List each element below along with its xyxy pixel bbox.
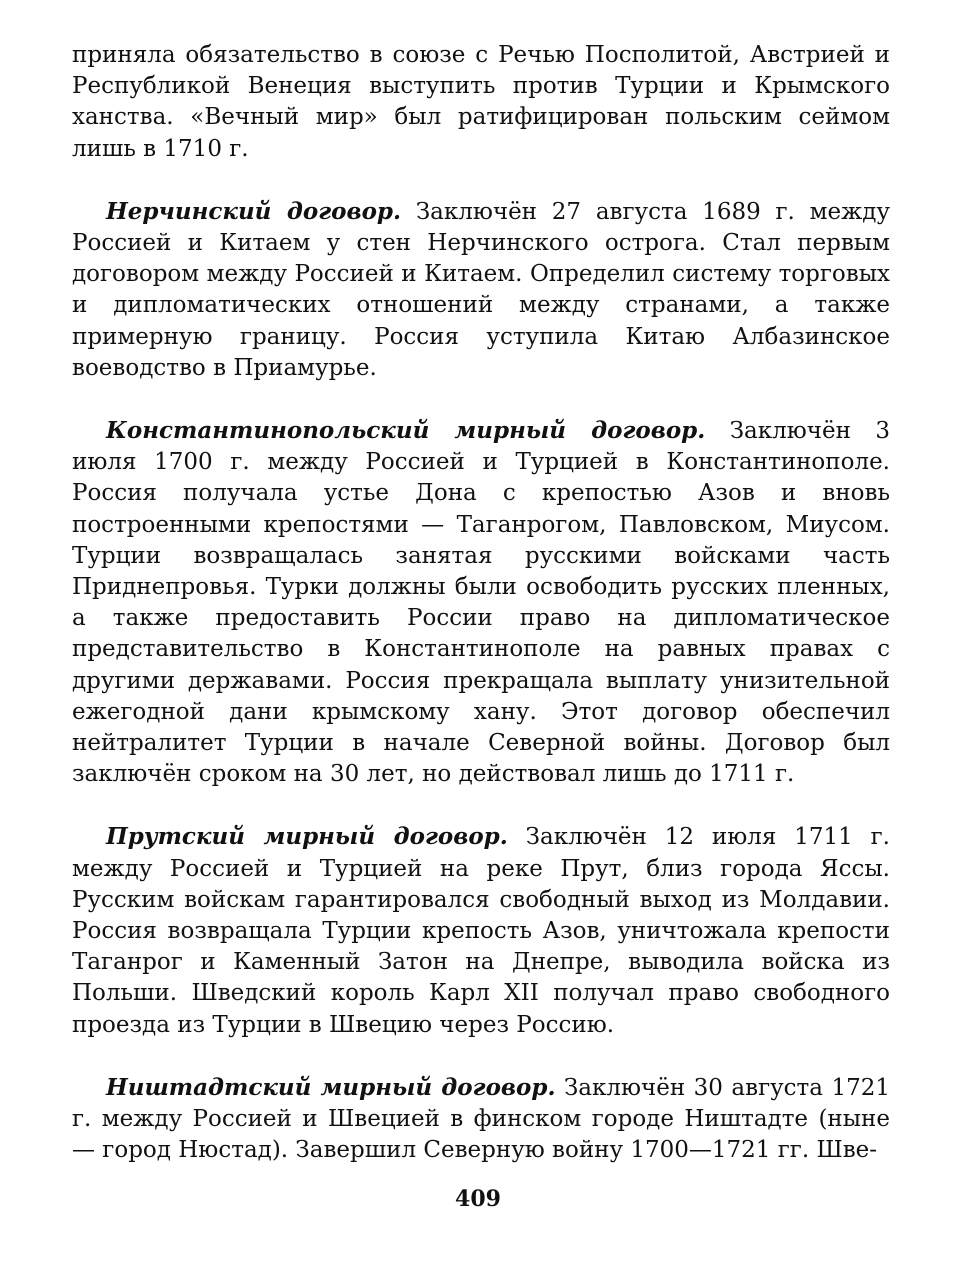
paragraph-nystad-treaty (72, 1072, 890, 1167)
paragraph-text: Заключён 30 августа 1721 г. между Россией и Швецией в финском городе Ништадте (ныне — город Нюстад). Завершил Северную войну 1700—1721 гг. Шве- (72, 1074, 890, 1164)
term-heading: Константинопольский мирный договор. (106, 417, 706, 445)
paragraph-nerchinsk-treaty (72, 196, 890, 384)
page-body (72, 40, 890, 1167)
term-heading: Прутский мирный договор. (106, 823, 508, 851)
paragraph-gap (72, 165, 890, 196)
paragraph-continuation (72, 40, 890, 165)
paragraph-text: Заключён 12 июля 1711 г. между Россией и Турцией на реке Прут, близ города Яссы. Русским войскам гарантировался свободный выход из Молдавии. Россия возвращала Турции крепость Азов, уничтожала крепости Таганрог и Каменный Затон на Днепре, выводила войска из Польши. Шведский король Карл XII получал право свободного проезда из Турции в Швецию через Россию. (72, 824, 890, 1038)
paragraph-constantinople-treaty (72, 415, 890, 790)
paragraph-text: Заключён 3 июля 1700 г. между Россией и Турцией в Константинополе. Россия получала устье Дона с крепостью Азов и вновь построенными крепостями — Таганрогом, Павловском, Миусом. Турции возвращалась занятая русскими войсками часть Приднепровья. Турки должны были освободить русских пленных, а также предоставить России право на дипломатическое представительство в Константинополе на равных правах с другими державами. Россия прекращала выплату унизительной ежегодной дани крымскому хану. Этот договор обеспечил нейтралитет Турции в начале Северной войны. Договор был заключён сроком на 30 лет, но действовал лишь до 1711 г. (72, 418, 890, 788)
paragraph-gap (72, 1041, 890, 1072)
page-number: 409 (455, 1186, 501, 1212)
term-heading: Ништадтский мирный договор. (106, 1073, 556, 1101)
paragraph-prut-treaty (72, 821, 890, 1040)
paragraph-gap (72, 384, 890, 415)
paragraph-gap (72, 790, 890, 821)
term-heading: Нерчинский договор. (106, 197, 402, 225)
paragraph-text: приняла обязательство в союзе с Речью Посполитой, Австрией и Республикой Венеция выступить против Турции и Крымского ханства. «Вечный мир» был ратифицирован польским сеймом лишь в 1710 г. (72, 42, 890, 162)
paragraph-text: Заключён 27 августа 1689 г. между Россией и Китаем у стен Нерчинского острога. Стал первым договором между Россией и Китаем. Определил систему торговых и дипломатических отношений между странами, а также примерную границу. Россия уступила Китаю Албазинское воеводство в Приамурье. (72, 198, 890, 381)
